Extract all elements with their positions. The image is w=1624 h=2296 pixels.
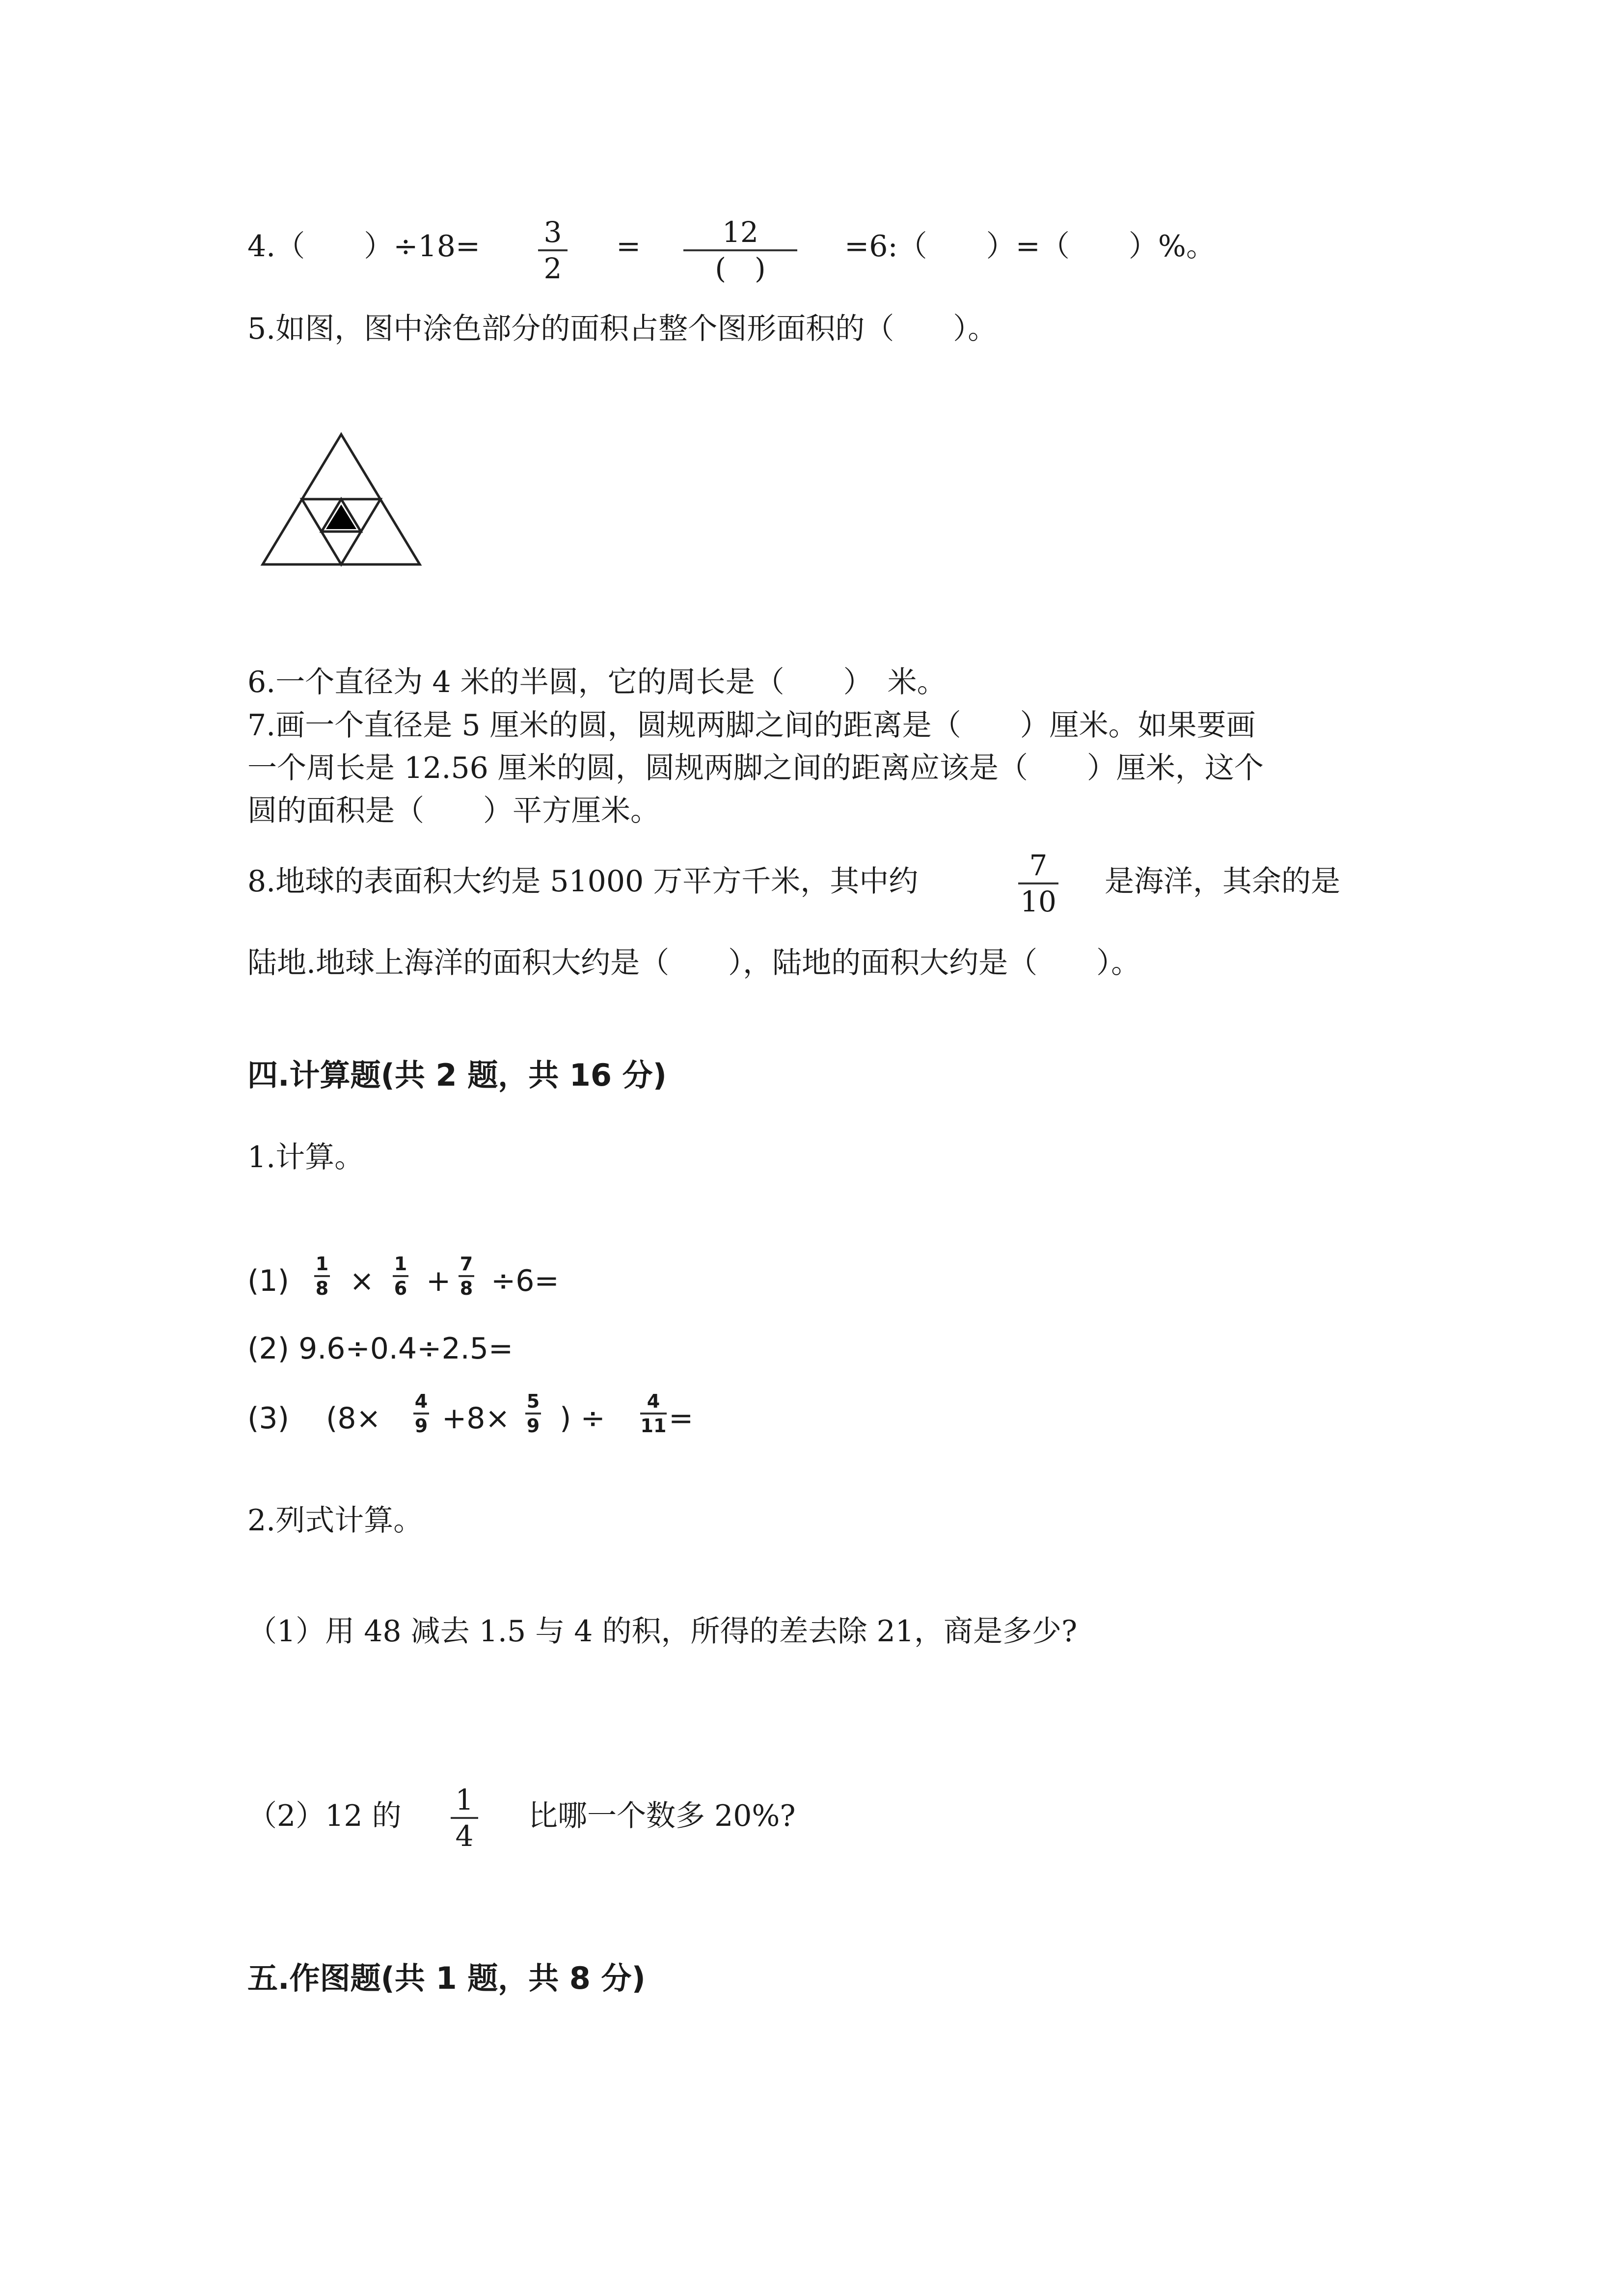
- numerator: 3: [543, 215, 562, 249]
- expr-1-tail: ÷6=: [491, 1264, 559, 1298]
- expr-3-fraction-2: [525, 1392, 541, 1435]
- numerator: 12: [722, 215, 758, 249]
- q5-text: 5.如图，图中涂色部分的面积占整个图形面积的（ ）。: [247, 312, 998, 346]
- numerator: 4: [647, 1390, 660, 1412]
- q8-line2: 陆地.地球上海洋的面积大约是（ ），陆地的面积大约是（ ）。: [247, 946, 1141, 980]
- fraction-bar: [1018, 882, 1058, 884]
- q4-equals: =: [616, 229, 641, 264]
- denominator: 4: [455, 1819, 474, 1853]
- numerator: 1: [394, 1253, 407, 1275]
- expr-1-label: (1): [247, 1264, 289, 1298]
- denominator: 9: [414, 1415, 428, 1437]
- denominator: 2: [543, 252, 562, 285]
- expr-3-fraction-3: [640, 1392, 667, 1435]
- denominator: 9: [526, 1415, 540, 1437]
- fraction-bar: [538, 249, 568, 251]
- fraction-bar: [525, 1413, 541, 1415]
- calc-2-problem-1: （1）用 48 减去 1.5 与 4 的积，所得的差去除 21，商是多少?: [247, 1614, 1078, 1649]
- numerator: 5: [526, 1390, 540, 1412]
- calc-2-title: 2.列式计算。: [247, 1503, 423, 1538]
- expr-1-plus: +: [426, 1264, 451, 1298]
- q4-part2: =6:（ ）=（ ）%。: [844, 229, 1216, 264]
- calc-2-problem-2-start: （2）12 的: [247, 1799, 402, 1833]
- triangle-figure: [255, 427, 427, 569]
- fraction-bar: [640, 1413, 667, 1415]
- denominator: 8: [460, 1278, 473, 1299]
- q6-text: 6.一个直径为 4 米的半圆，它的周长是（ ） 米。: [247, 665, 947, 699]
- fraction-bar: [683, 249, 797, 251]
- calc-1-title: 1.计算。: [247, 1140, 364, 1175]
- fraction-bar: [451, 1817, 478, 1819]
- numerator: 4: [414, 1390, 428, 1412]
- q7-line3: 圆的面积是（ ）平方厘米。: [247, 794, 660, 828]
- expr-3-open: (8×: [326, 1401, 381, 1436]
- q4-fraction-2: [683, 215, 797, 285]
- q8-part1: 8.地球的表面积大约是 51000 万平方千米，其中约: [247, 864, 919, 899]
- fraction-bar: [459, 1275, 474, 1277]
- expr-3-label: (3): [247, 1401, 289, 1436]
- expr-3-fraction-1: [413, 1392, 429, 1435]
- q8-part2: 是海洋，其余的是: [1105, 864, 1340, 899]
- q7-line1: 7.画一个直径是 5 厘米的圆，圆规两脚之间的距离是（ ）厘米。如果要画: [247, 708, 1256, 743]
- expr-3-tail: =: [669, 1401, 694, 1436]
- section-4-title: 四.计算题(共 2 题，共 16 分): [247, 1057, 667, 1093]
- expr-1-times: ×: [350, 1264, 375, 1298]
- expr-1-fraction-1: [314, 1255, 330, 1298]
- numerator: 7: [1029, 849, 1048, 882]
- denominator: 10: [1020, 885, 1056, 918]
- fraction-bar: [413, 1413, 429, 1415]
- q4-part1: 4.（ ）÷18=: [247, 229, 481, 264]
- denominator: ( ): [715, 252, 766, 285]
- expr-1-fraction-3: [459, 1255, 474, 1298]
- expr-3-close: ) ÷: [560, 1401, 605, 1436]
- section-5-title: 五.作图题(共 1 题，共 8 分): [247, 1960, 646, 1996]
- q7-line2: 一个周长是 12.56 厘米的圆，圆规两脚之间的距离应该是（ ）厘米，这个: [247, 751, 1264, 785]
- expr-3-mid: +8×: [442, 1401, 510, 1436]
- numerator: 7: [460, 1253, 473, 1275]
- q8-fraction: [1018, 851, 1058, 916]
- calc-2-problem-2-fraction: [451, 1783, 478, 1853]
- calc-2-problem-2-end: 比哪一个数多 20%?: [528, 1799, 796, 1833]
- expr-1-fraction-2: [393, 1255, 408, 1298]
- fraction-bar: [393, 1275, 408, 1277]
- denominator: 6: [394, 1278, 407, 1299]
- denominator: 11: [640, 1415, 667, 1437]
- numerator: 1: [315, 1253, 329, 1275]
- fraction-bar: [314, 1275, 330, 1277]
- expr-2: (2) 9.6÷0.4÷2.5=: [247, 1332, 514, 1366]
- q4-fraction-1: [538, 215, 568, 285]
- denominator: 8: [315, 1278, 329, 1299]
- numerator: 1: [455, 1783, 474, 1816]
